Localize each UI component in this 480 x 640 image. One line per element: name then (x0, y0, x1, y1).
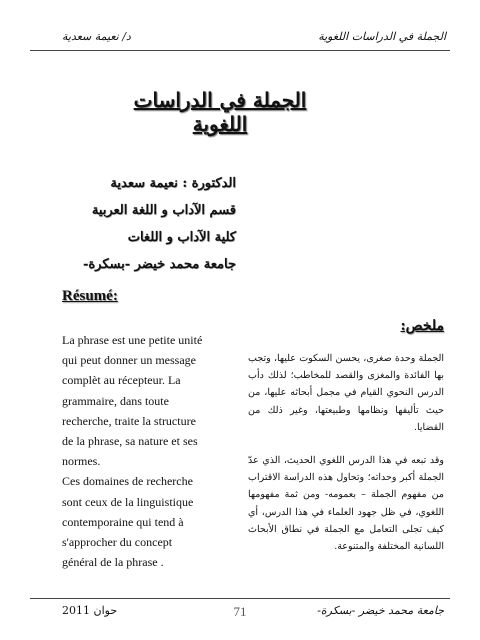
resume-line: La phrase est une petite unité (62, 333, 203, 347)
footer-university: جامعة محمد خيضر -بسكرة- (317, 604, 444, 617)
author-department: قسم الآداب و اللغة العربية (91, 203, 236, 218)
page-number: 71 (233, 604, 247, 619)
author-name: الدكتورة : نعيمة سعدية (110, 176, 236, 191)
resume-line: sont ceux de la linguistique (62, 494, 194, 509)
resume-line: s'approcher du concept (62, 535, 173, 550)
resume-abstract (62, 330, 242, 572)
resume-line: grammaire, dans toute (62, 393, 169, 408)
footer-date: حوان 2011 (62, 604, 118, 617)
arabic-abstract-paragraph: وقد تبعه في هذا الدرس اللغوي الحديث، الذي عدّ الجملة أكبر وحداته؛ وتحاول هذه الدراسة الاقتراب من مفهوم الجملة – بعمومه- ومن ثمة مفهومها اللغوي، في ظل جهود العلماء في هذا الدرس، أي كيف تجلى التعامل مع الجملة في نطاق الأبحاث اللسانية المختلفة والمتنوعة. (248, 455, 444, 553)
resume-line: qui peut donner un message (62, 353, 196, 368)
running-header-title: الجملة في الدراسات اللغوية (318, 30, 446, 43)
resume-line: contemporaine qui tend à (62, 514, 184, 529)
arabic-abstract-heading: ملخص: (400, 318, 444, 334)
resume-line: recherche, traite la structure (62, 413, 196, 428)
resume-heading: Résumé: (62, 288, 118, 304)
author-faculty: كلية الآداب و اللغات (127, 230, 236, 245)
author-university: جامعة محمد خيضر -بسكرة- (82, 257, 236, 272)
resume-line: de la phrase, sa nature et ses (62, 434, 198, 449)
article-title: الجملة في الدراسات اللغوية (133, 88, 307, 136)
author-block (36, 170, 236, 278)
resume-line: normes. (62, 454, 101, 469)
resume-line: complèt au récepteur. La (62, 373, 181, 388)
arabic-abstract-paragraph: الجملة وحدة صغرى، يحسن السكوت عليها، وتجب بها الفائدة والمغزى والقصد للمخاطب؛ لذلك دأب الدرس النحوي القيام في مجمل أبحاثه عليها، من حيث تأليفها ونظامها وطبيعتها، وغير ذلك من القضايا. (248, 353, 444, 433)
footer-divider (30, 598, 450, 599)
arabic-abstract (248, 350, 444, 571)
resume-line: général de la phrase . (62, 555, 164, 570)
resume-line: Ces domaines de recherche (62, 474, 193, 489)
running-header-author: د/ نعيمة سعدية (62, 30, 131, 43)
header-divider (30, 50, 450, 51)
